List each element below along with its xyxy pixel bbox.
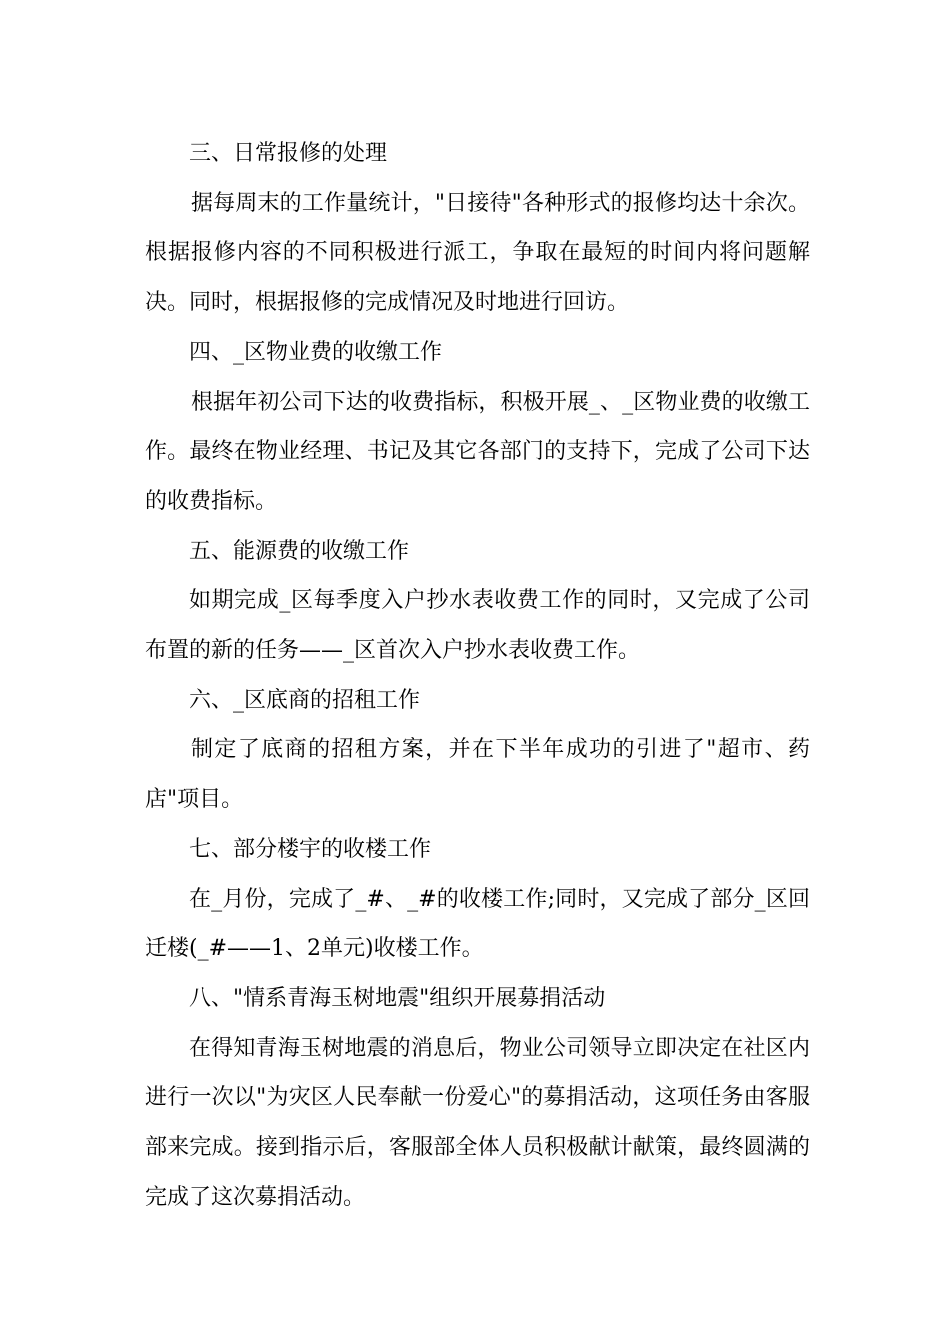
paragraph-daily-repairs: 据每周末的工作量统计，"日接待"各种形式的报修均达十余次。根据报修内容的不同积极进行派工，争取在最短的时间内将问题解决。同时，根据报修的完成情况及时地进行回访。 xyxy=(145,190,810,316)
section-heading-property-fee: 四、_区物业费的收缴工作 xyxy=(189,339,443,365)
paragraph-energy-fee: 如期完成_区每季度入户抄水表收费工作的同时，又完成了公司布置的新的任务——_区首次入户抄水表收费工作。 xyxy=(145,588,810,664)
paragraph-shop-leasing: 制定了底商的招租方案，并在下半年成功的引进了"超市、药店"项目。 xyxy=(145,737,810,813)
document-body xyxy=(145,129,810,1222)
paragraph-earthquake-donation: 在得知青海玉树地震的消息后，物业公司领导立即决定在社区内进行一次以"为灾区人民奉献一份爱心"的募捐活动，这项任务由客服部来完成。接到指示后，客服部全体人员积极献计献策，最终圆满的完成了这次募捐活动。 xyxy=(145,1035,810,1210)
paragraph-building-handover: 在_月份，完成了_#、_#的收楼工作;同时，又完成了部分_区回迁楼(_#——1、2单元)收楼工作。 xyxy=(145,886,810,962)
section-heading-earthquake-donation: 八、"情系青海玉树地震"组织开展募捐活动 xyxy=(189,985,606,1011)
section-heading-energy-fee: 五、能源费的收缴工作 xyxy=(189,538,410,564)
paragraph-property-fee: 根据年初公司下达的收费指标，积极开展_、_区物业费的收缴工作。最终在物业经理、书记及其它各部门的支持下，完成了公司下达的收费指标。 xyxy=(145,389,810,514)
section-heading-building-handover: 七、部分楼宇的收楼工作 xyxy=(189,836,432,862)
section-heading-daily-repairs: 三、日常报修的处理 xyxy=(189,141,388,166)
section-heading-shop-leasing: 六、_区底商的招租工作 xyxy=(189,687,421,713)
